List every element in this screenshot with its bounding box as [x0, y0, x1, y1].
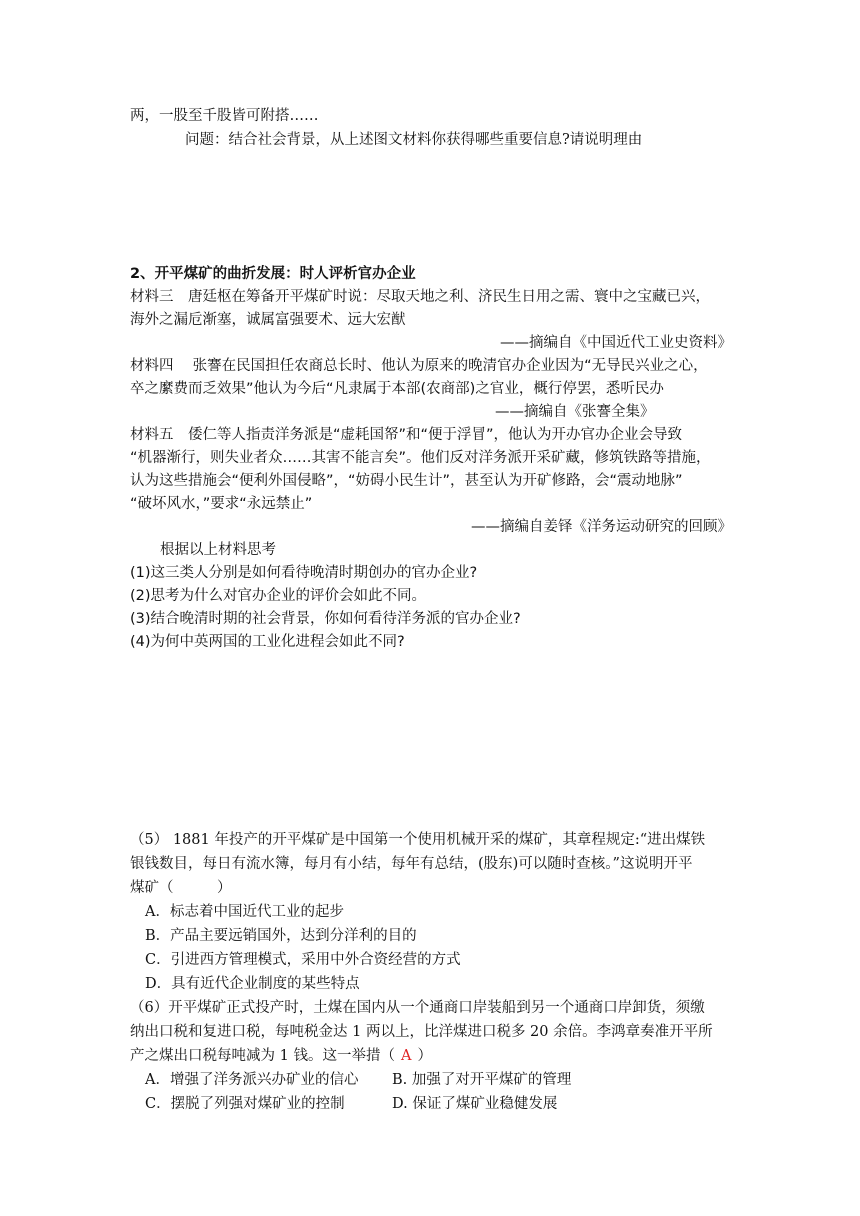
q6-option-a: A．增强了洋务派兴办矿业的信心: [145, 1072, 359, 1088]
intro-question: 问题：结合社会背景，从上述图文材料你获得哪些重要信息?请说明理由: [185, 132, 643, 148]
question-4: (4)为何中英两国的工业化进程会如此不同?: [130, 634, 405, 650]
q6-stem-text: 产之煤出口税每吨减为 1 钱。这一举措（: [130, 1048, 395, 1064]
question-1: (1)这三类人分别是如何看待晚清时期创办的官办企业?: [130, 565, 478, 581]
think-intro: 根据以上材料思考: [160, 542, 276, 558]
q5-option-d: D．具有近代企业制度的某些特点: [145, 976, 360, 992]
material-3-line-2: 海外之漏卮渐塞，诚属富强要术、远大宏猷: [130, 312, 406, 328]
q6-stem-close: ）: [417, 1048, 432, 1064]
material-4-line-2: 卒之縻费而乏效果”他认为今后“凡隶属于本部(农商部)之官业，概行停罢，悉听民办: [130, 381, 664, 397]
section-heading: 2、开平煤矿的曲折发展：时人评析官办企业: [130, 266, 416, 282]
q5-option-a: A．标志着中国近代工业的起步: [145, 904, 344, 920]
material-5-line-1: 材料五 倭仁等人指责洋务派是“虚耗国帑”和“便于浮冒”，他认为开办官办企业会导致: [130, 427, 683, 443]
q6-option-b: B. 加强了对开平煤矿的管理: [392, 1072, 572, 1088]
q5-line-2: 银钱数目，每日有流水簿，每月有小结，每年有总结，(股东)可以随时查核。”这说明开平: [130, 856, 693, 872]
q6-line-3: [130, 1046, 432, 1066]
q5-option-b: B．产品主要远销国外，达到分洋利的目的: [145, 928, 417, 944]
q5-option-c: C．引进西方管理模式，采用中外合资经营的方式: [145, 952, 461, 968]
material-5-line-4: “破坏风水，”要求“永远禁止”: [130, 496, 313, 512]
intro-line: 两，一股至千股皆可附搭……: [130, 108, 319, 124]
q5-line-3: 煤矿（ ）: [130, 880, 232, 896]
material-5-line-2: “机器渐行，则失业者众……其害不能言矣”。他们反对洋务派开采矿藏，修筑铁路等措施，: [130, 450, 711, 466]
q6-line-2: 纳出口税和复进口税，每吨税金达 1 两以上，比洋煤进口税多 20 余倍。李鸿章奏准开平所: [130, 1024, 713, 1040]
question-3: (3)结合晚清时期的社会背景，你如何看待洋务派的官办企业?: [130, 611, 521, 627]
material-4-source: ——摘编自《张謇全集》: [495, 404, 655, 420]
q5-line-1: （5） 1881 年投产的开平煤矿是中国第一个使用机械开采的煤矿，其章程规定:“进出煤铁: [130, 832, 706, 848]
material-3-source: ——摘编自《中国近代工业史资料》: [500, 335, 732, 351]
q6-option-d: D. 保证了煤矿业稳健发展: [392, 1096, 558, 1112]
q6-line-1: （6）开平煤矿正式投产时，土煤在国内从一个通商口岸装船到另一个通商口岸卸货，须缴: [130, 1000, 705, 1016]
material-3-line-1: 材料三 唐廷枢在筹备开平煤矿时说：尽取天地之利、济民生日用之需、寰中之宝藏已兴，: [130, 289, 710, 305]
q6-option-c: C．摆脱了列强对煤矿业的控制: [145, 1096, 345, 1112]
material-5-source: ——摘编自姜铎《洋务运动研究的回顾》: [471, 519, 732, 535]
material-4-line-1: 材料四 张謇在民国担任农商总长时、他认为原来的晚清官办企业因为“无导民兴业之心，: [130, 358, 708, 374]
material-5-line-3: 认为这些措施会“便利外国侵略”，“妨碍小民生计”，甚至认为开矿修路，会“震动地脉”: [130, 473, 683, 489]
q6-answer: A: [400, 1048, 412, 1064]
question-2: (2)思考为什么对官办企业的评价会如此不同。: [130, 588, 427, 604]
